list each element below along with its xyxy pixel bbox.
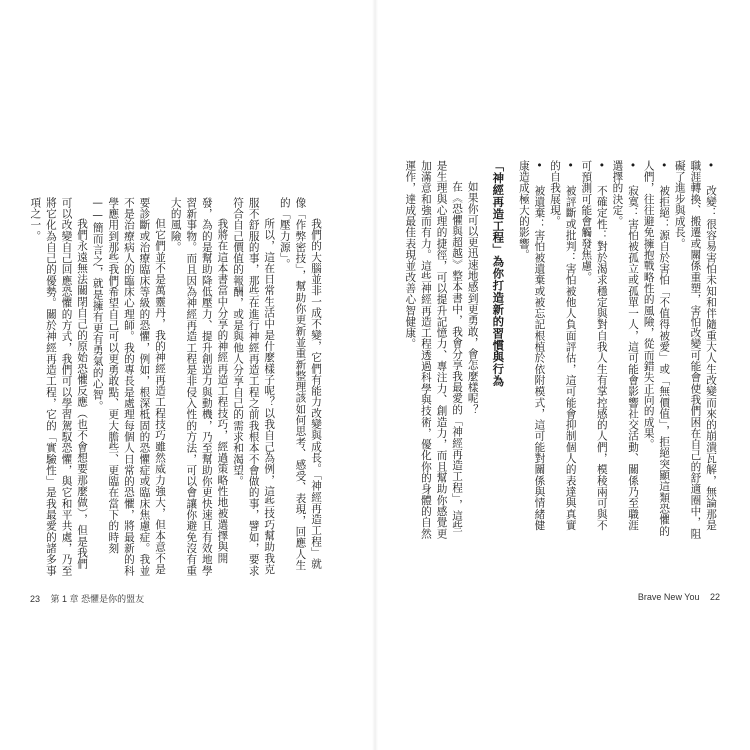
left-paragraph-4: 但它們並不是萬靈丹，我的神經再造工程技巧雖然威力強大，但本意不是要診斷或治療臨床等級的恐懼，例如，根深柢固的恐懼症或臨床焦慮症。我並不是治療病人的臨床心理師。我的專長是處理每個人日常的恐懼，將最新的科學應用到那些我們希望自己可以更勇敢點、更大膽些、更臨在當下的時刻——簡而言之，就是擁有更有勇氣的心智。 — [91, 197, 167, 577]
left-folio — [30, 592, 144, 605]
left-page-body — [29, 197, 323, 577]
chapter-label: 第 1 章 — [50, 594, 79, 604]
right-page-body — [404, 160, 718, 540]
left-paragraph-2: 所以，這在日常生活中是什麼樣子呢？以我自己為例，這些技巧幫助我克服不舒服的事，那些在進行神經再造工程之前我根本不會做的事，譬如，要求符合自己價值的報酬，或是與他人分享自己的需求和渴望。 — [232, 197, 276, 577]
book-title: Brave New You — [637, 592, 700, 602]
chapter-title: 恐懼是你的盟友 — [81, 594, 145, 604]
left-paragraph-3: 我將在這本書當中分享的神經再造工程技巧，經過策略性地被選擇與開發，為的是幫助降低壓力、提升創造力與動機，乃至幫助你更快速且有效地學習新事物。而且因為神經再造工程是非侵入性的方法，可以會讓你避免沒有重大的風險。 — [169, 197, 229, 577]
right-paragraph-1: 如果你可以更迅速地感到更勇敢，會怎麼樣呢？ — [466, 181, 479, 416]
left-page-number: 23 — [30, 594, 41, 604]
right-paragraph-2: 在《恐懼與超越》整本書中，我會分享我最愛的「神經再造工程」，這些是生理與心理的捷徑，可以提升記憶力、專注力、創造力，而且幫助你感覺更加滿意和強而有力。這些神經再造工程透過科學與技術，優化你的身體的自然運作，達成最佳表現並改善心智健康。 — [404, 160, 464, 540]
bullet-rejection: • 被拒絕：源自於害怕「不值得被愛」或「無價值」，拒絕突顯這類恐懼的人們，往往避免擁抱戰略性的風險，從而錯失正向的成果。 — [640, 160, 671, 540]
section-heading: 「神經再造工程」為你打造新的習慣與行為 — [491, 160, 506, 388]
left-paragraph-5: 我們永遠無法關閉自己的原始恐懼反應（也不會想要那麼做），但是我們可以改變自己回應恐懼的方式，我們可以學習駕馭恐懼，與它和平共處，乃至將它化為自己的優勢。關於神經再造工程，它的「實驗性」是我最愛的諸多事項之一。 — [29, 197, 89, 577]
bullet-change: • 改變：很容易害怕未知和伴隨重大人生改變而來的崩潰瓦解，無論那是職涯轉換、搬遷或關係重塑，害怕改變可能會使我們困在自己的舒適圈中，阻礙了進步與成長。 — [671, 160, 718, 540]
right-page-number: 22 — [709, 592, 720, 602]
left-paragraph-1: 我們的大腦並非一成不變，它們有能力改變與成長。「神經再造工程」就像「作弊密技」，幫助你更新並重新整理該如何思考、感受、表現，回應人生的「壓力源」。 — [278, 197, 322, 571]
right-page — [375, 0, 750, 750]
bullet-judgment: • 被評斷或批判：害怕被他人負面評估，這可能會抑制個人的表達與真實的自我展現。 — [546, 160, 577, 540]
right-folio — [638, 592, 720, 602]
bullet-abandonment: • 被遺棄：害怕被遺棄或被忘記根植於依附模式，這可能對關係與情緒健康造成極大的影響。 — [515, 160, 546, 540]
bullet-uncertainty: • 不確定性：對於渴求穩定與對自我人生有掌控感的人們，模稜兩可與不可預測可能會觸發焦慮。 — [578, 160, 609, 540]
bullet-loneliness: • 寂寞：害怕被孤立或孤單一人，這可能會影響社交活動、關係乃至職涯選擇的決定。 — [609, 160, 640, 540]
